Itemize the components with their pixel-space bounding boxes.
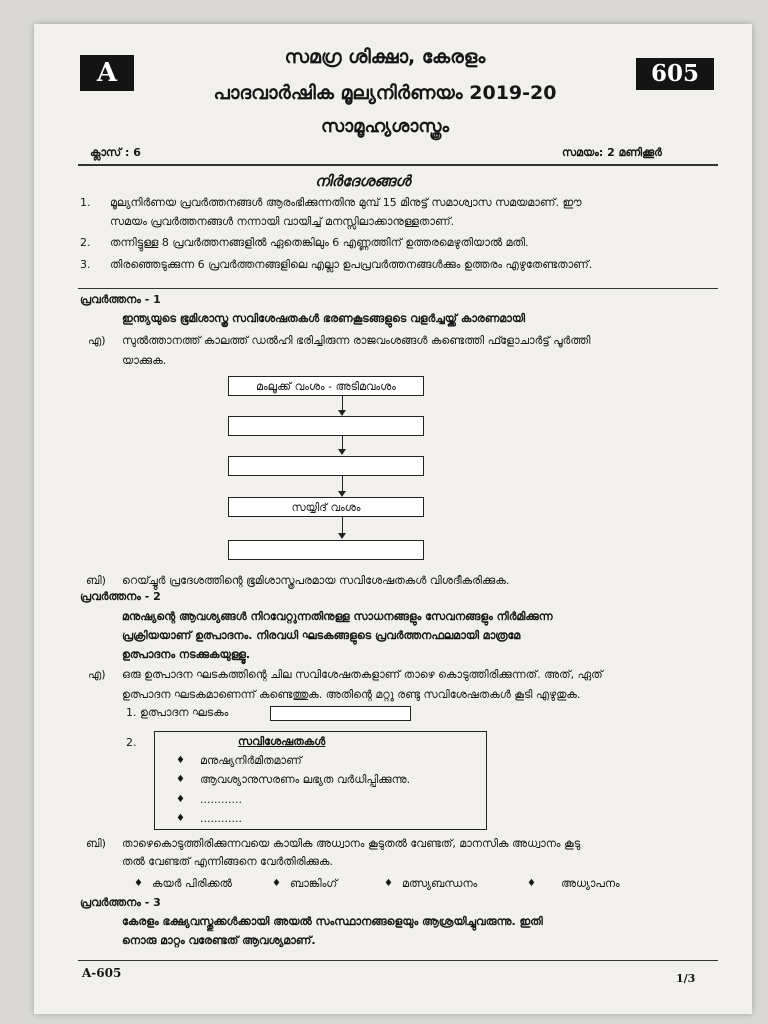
activity3-label: പ്രവർത്തനം - 3 [80, 896, 161, 909]
diamond-icon: ♦ [176, 813, 185, 824]
instructions-divider [78, 288, 718, 289]
instruction-text: സമയം പ്രവർത്തനങ്ങൾ നന്നായി വായിച്ച് മനസ്സിലാക്കാനുള്ളതാണ്. [110, 215, 455, 228]
diamond-icon: ♦ [176, 755, 185, 766]
activity1-label: പ്രവർത്തനം - 1 [80, 293, 161, 306]
activity2-item1: 1. ഉത്പാദന ഘടകം [126, 706, 229, 719]
instruction-num: 2. [80, 236, 91, 249]
activity3-text: കേരളം ഭക്ഷ്യവസ്തുക്കൾക്കായി അയൽ സംസ്ഥാനങ്ങളെയും ആശ്രയിച്ചുവരുന്നു. ഇതി [122, 915, 543, 928]
flowchart-box-1: മംലൂക്ക് വംശം - അടിമവംശം [228, 376, 424, 396]
diamond-icon: ♦ [176, 774, 185, 785]
option-item: മത്സ്യബന്ധനം [402, 877, 478, 890]
paper-code: 605 [636, 58, 714, 90]
instruction-num: 3. [80, 258, 91, 271]
time-label: സമയം: 2 മണിക്കൂർ [562, 146, 662, 159]
activity1-b-marker: ബി) [86, 574, 106, 587]
instruction-text: തിരഞ്ഞെടുക്കുന്ന 6 പ്രവർത്തനങ്ങളിലെ എല്ലാ ഉപപ്രവർത്തനങ്ങൾക്കും ഉത്തരം എഴുതേണ്ടതാണ്. [110, 258, 593, 271]
option-item: ബാങ്കിംഗ് [290, 877, 338, 890]
page-number: 1/3 [676, 972, 696, 985]
activity2-a-text: ഉത്പാദന ഘടകമാണെന്ന് കണ്ടെത്തുക. അതിന്റെ മറ്റു രണ്ടു സവിശേഷതകൾ കൂടി എഴുതുക. [122, 688, 581, 701]
header-divider [78, 164, 718, 166]
activity2-label: പ്രവർത്തനം - 2 [80, 590, 161, 603]
class-label: ക്ലാസ് : 6 [90, 146, 141, 159]
feature-item: ആവശ്യാനുസരണം ലഭ്യത വർധിപ്പിക്കുന്നു. [200, 773, 411, 786]
features-heading: സവിശേഷതകൾ [238, 735, 326, 748]
activity1-a-text: യാക്കുക. [122, 354, 167, 367]
activity1-a-marker: എ) [88, 334, 106, 347]
instruction-text: മൂല്യനിർണയ പ്രവർത്തനങ്ങൾ ആരംഭിക്കുന്നതിനു മുമ്പ് 15 മിനുട്ട് സമാശ്വാസ സമയമാണ്. ഈ [110, 196, 582, 209]
flowchart-box-3[interactable] [228, 456, 424, 476]
flowchart-connector [342, 396, 343, 410]
activity2-b-marker: ബി) [86, 837, 106, 850]
activity2-intro: പ്രക്രിയയാണ് ഉത്പാദനം. നിരവധി ഘടകങ്ങളുടെ പ്രവർത്തനഫലമായി മാത്രമേ [122, 629, 521, 642]
activity2-a-text: ഒരു ഉത്പാദന ഘടകത്തിന്റെ ചില സവിശേഷതകളാണ് താഴെ കൊടുത്തിരിക്കുന്നത്. അത്, ഏത് [122, 668, 603, 681]
activity1-a-text: സുൽത്താനത്ത് കാലത്ത് ഡൽഹി ഭരിച്ചിരുന്ന രാജവംശങ്ങൾ കണ്ടെത്തി ഫ്ളോചാർട്ട് പൂർത്തി [122, 334, 591, 347]
activity2-b-text: താഴെകൊടുത്തിരിക്കുന്നവയെ കായിക അധ്വാനം കൂടുതൽ വേണ്ടത്, മാനസിക അധ്വാനം കൂടു [122, 837, 581, 850]
instruction-text: തന്നിട്ടുള്ള 8 പ്രവർത്തനങ്ങളിൽ ഏതെങ്കിലും 6 എണ്ണത്തിന് ഉത്തരമെഴുതിയാൽ മതി. [110, 236, 529, 249]
option-item: കയർ പിരിക്കൽ [152, 877, 232, 890]
flowchart-connector [342, 476, 343, 492]
diamond-icon: ♦ [272, 878, 281, 889]
feature-item: മനുഷ്യനിർമിതമാണ് [200, 754, 302, 767]
set-label: A [80, 55, 134, 91]
flowchart-connector [342, 517, 343, 533]
flowchart-box-2[interactable] [228, 416, 424, 436]
diamond-icon: ♦ [176, 794, 185, 805]
activity3-text: നൊരു മാറ്റം വരേണ്ടത് ആവശ്യമാണ്. [122, 934, 316, 947]
instruction-num: 1. [80, 196, 91, 209]
activity2-intro: മനുഷ്യന്റെ ആവശ്യങ്ങൾ നിറവേറ്റുന്നതിനുള്ള സാധനങ്ങളും സേവനങ്ങളും നിർമിക്കുന്ന [122, 610, 553, 623]
activity1-intro: ഇന്ത്യയുടെ ഭൂമിശാസ്ത്ര സവിശേഷതകൾ ഭരണകൂടങ്ങളുടെ വളർച്ചയ്ക്ക് കാരണമായി [122, 312, 526, 325]
activity2-b-text: തൽ വേണ്ടത് എന്നിങ്ങനെ വേർതിരിക്കുക. [122, 855, 333, 868]
title-line2: പാദവാർഷിക മൂല്യനിർണയം 2019-20 [213, 82, 557, 104]
flowchart-box-5[interactable] [228, 540, 424, 560]
subject-title: സാമൂഹ്യശാസ്ത്രം [320, 116, 450, 137]
diamond-icon: ♦ [384, 878, 393, 889]
activity2-item2: 2. [126, 736, 137, 749]
feature-item[interactable]: ............ [200, 812, 242, 825]
activity2-a-marker: എ) [88, 668, 106, 681]
activity1-b-text: റെയ്ച്ചൂർ പ്രദേശത്തിന്റെ ഭൂമിശാസ്ത്രപരമായ സവിശേഷതകൾ വിശദീകരിക്കുക. [122, 574, 510, 587]
title-line1: സമഗ്ര ശിക്ഷാ, കേരളം [284, 46, 486, 68]
arrow-down-icon [338, 533, 346, 539]
instructions-heading: നിർദേശങ്ങൾ [315, 172, 411, 190]
arrow-down-icon [338, 449, 346, 455]
diamond-icon: ♦ [134, 878, 143, 889]
diamond-icon: ♦ [527, 878, 536, 889]
flowchart-box-4: സയ്യിദ് വംശം [228, 497, 424, 517]
option-item: അധ്യാപനം [561, 877, 620, 890]
footer-divider [78, 960, 718, 961]
footer-code: A-605 [82, 966, 122, 980]
answer-box[interactable] [270, 706, 411, 721]
feature-item[interactable]: ............ [200, 793, 242, 806]
flowchart-connector [342, 436, 343, 449]
activity2-intro: ഉത്പാദനം നടക്കുകയുള്ളൂ. [122, 648, 251, 661]
